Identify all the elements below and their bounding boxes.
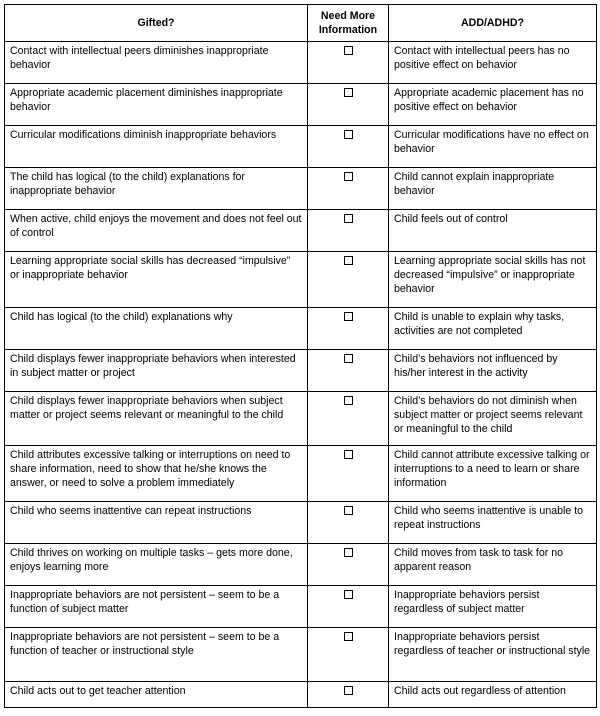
adhd-cell: Child acts out regardless of attention — [389, 682, 597, 708]
table-row — [5, 502, 597, 544]
need-more-info-cell — [308, 210, 389, 252]
checkbox-icon[interactable] — [344, 590, 353, 599]
need-more-info-cell — [308, 168, 389, 210]
checkbox-icon[interactable] — [344, 46, 353, 55]
adhd-cell: Child is unable to explain why tasks, activities are not completed — [389, 308, 597, 350]
table-row — [5, 126, 597, 168]
need-more-info-cell — [308, 628, 389, 682]
table-row — [5, 628, 597, 682]
header-gifted: Gifted? — [5, 5, 308, 42]
gifted-cell: Appropriate academic placement diminishes inappropriate behavior — [5, 84, 308, 126]
gifted-cell: Child who seems inattentive can repeat instructions — [5, 502, 308, 544]
adhd-cell: Child moves from task to task for no apparent reason — [389, 544, 597, 586]
adhd-cell: Inappropriate behaviors persist regardless of teacher or instructional style — [389, 628, 597, 682]
header-add-adhd: ADD/ADHD? — [389, 5, 597, 42]
gifted-cell: Curricular modifications diminish inappropriate behaviors — [5, 126, 308, 168]
table-row — [5, 308, 597, 350]
need-more-info-cell — [308, 586, 389, 628]
table-row — [5, 392, 597, 446]
gifted-cell: Child displays fewer inappropriate behaviors when interested in subject matter or project — [5, 350, 308, 392]
checkbox-icon[interactable] — [344, 450, 353, 459]
adhd-cell: Appropriate academic placement has no positive effect on behavior — [389, 84, 597, 126]
gifted-cell: Child has logical (to the child) explanations why — [5, 308, 308, 350]
need-more-info-cell — [308, 446, 389, 502]
need-more-info-cell — [308, 350, 389, 392]
gifted-cell: Learning appropriate social skills has decreased “impulsive” or inappropriate behavior — [5, 252, 308, 308]
checkbox-icon[interactable] — [344, 686, 353, 695]
comparison-table — [4, 4, 597, 708]
header-row — [5, 5, 597, 42]
gifted-cell: Child attributes excessive talking or interruptions on need to share information, need to show that he/she knows the answer, or need to solve a problem immediately — [5, 446, 308, 502]
gifted-cell: Child thrives on working on multiple tasks – gets more done, enjoys learning more — [5, 544, 308, 586]
checkbox-icon[interactable] — [344, 632, 353, 641]
need-more-info-cell — [308, 544, 389, 586]
adhd-cell: Child’s behaviors do not diminish when subject matter or project seems relevant or meaningful to the child — [389, 392, 597, 446]
table-row — [5, 446, 597, 502]
adhd-cell: Child cannot attribute excessive talking or interruptions to a need to learn or share information — [389, 446, 597, 502]
gifted-cell: Child displays fewer inappropriate behaviors when subject matter or project seems relevant or meaningful to the child — [5, 392, 308, 446]
checkbox-icon[interactable] — [344, 548, 353, 557]
checkbox-icon[interactable] — [344, 214, 353, 223]
need-more-info-cell — [308, 42, 389, 84]
checkbox-icon[interactable] — [344, 130, 353, 139]
adhd-cell: Child who seems inattentive is unable to repeat instructions — [389, 502, 597, 544]
gifted-cell: The child has logical (to the child) explanations for inappropriate behavior — [5, 168, 308, 210]
checkbox-icon[interactable] — [344, 396, 353, 405]
checkbox-icon[interactable] — [344, 88, 353, 97]
need-more-info-cell — [308, 308, 389, 350]
table-row — [5, 586, 597, 628]
need-more-info-cell — [308, 126, 389, 168]
gifted-cell: When active, child enjoys the movement and does not feel out of control — [5, 210, 308, 252]
adhd-cell: Child’s behaviors not influenced by his/her interest in the activity — [389, 350, 597, 392]
adhd-cell: Inappropriate behaviors persist regardless of subject matter — [389, 586, 597, 628]
gifted-cell: Inappropriate behaviors are not persistent – seem to be a function of teacher or instructional style — [5, 628, 308, 682]
table-row — [5, 252, 597, 308]
adhd-cell: Child cannot explain inappropriate behavior — [389, 168, 597, 210]
gifted-cell: Child acts out to get teacher attention — [5, 682, 308, 708]
need-more-info-cell — [308, 502, 389, 544]
need-more-info-cell — [308, 682, 389, 708]
checkbox-icon[interactable] — [344, 312, 353, 321]
table-body — [5, 42, 597, 708]
table-row — [5, 544, 597, 586]
adhd-cell: Learning appropriate social skills has not decreased “impulsive” or inappropriate behavior — [389, 252, 597, 308]
need-more-info-cell — [308, 84, 389, 126]
table-row — [5, 682, 597, 708]
need-more-info-cell — [308, 392, 389, 446]
table-row — [5, 350, 597, 392]
table-row — [5, 84, 597, 126]
adhd-cell: Curricular modifications have no effect on behavior — [389, 126, 597, 168]
adhd-cell: Child feels out of control — [389, 210, 597, 252]
need-more-info-cell — [308, 252, 389, 308]
table-row — [5, 210, 597, 252]
adhd-cell: Contact with intellectual peers has no positive effect on behavior — [389, 42, 597, 84]
checkbox-icon[interactable] — [344, 354, 353, 363]
checkbox-icon[interactable] — [344, 506, 353, 515]
gifted-cell: Inappropriate behaviors are not persistent – seem to be a function of subject matter — [5, 586, 308, 628]
checkbox-icon[interactable] — [344, 172, 353, 181]
table-row — [5, 42, 597, 84]
table-row — [5, 168, 597, 210]
gifted-cell: Contact with intellectual peers diminishes inappropriate behavior — [5, 42, 308, 84]
header-need-more-information: Need More Information — [308, 5, 389, 42]
checkbox-icon[interactable] — [344, 256, 353, 265]
